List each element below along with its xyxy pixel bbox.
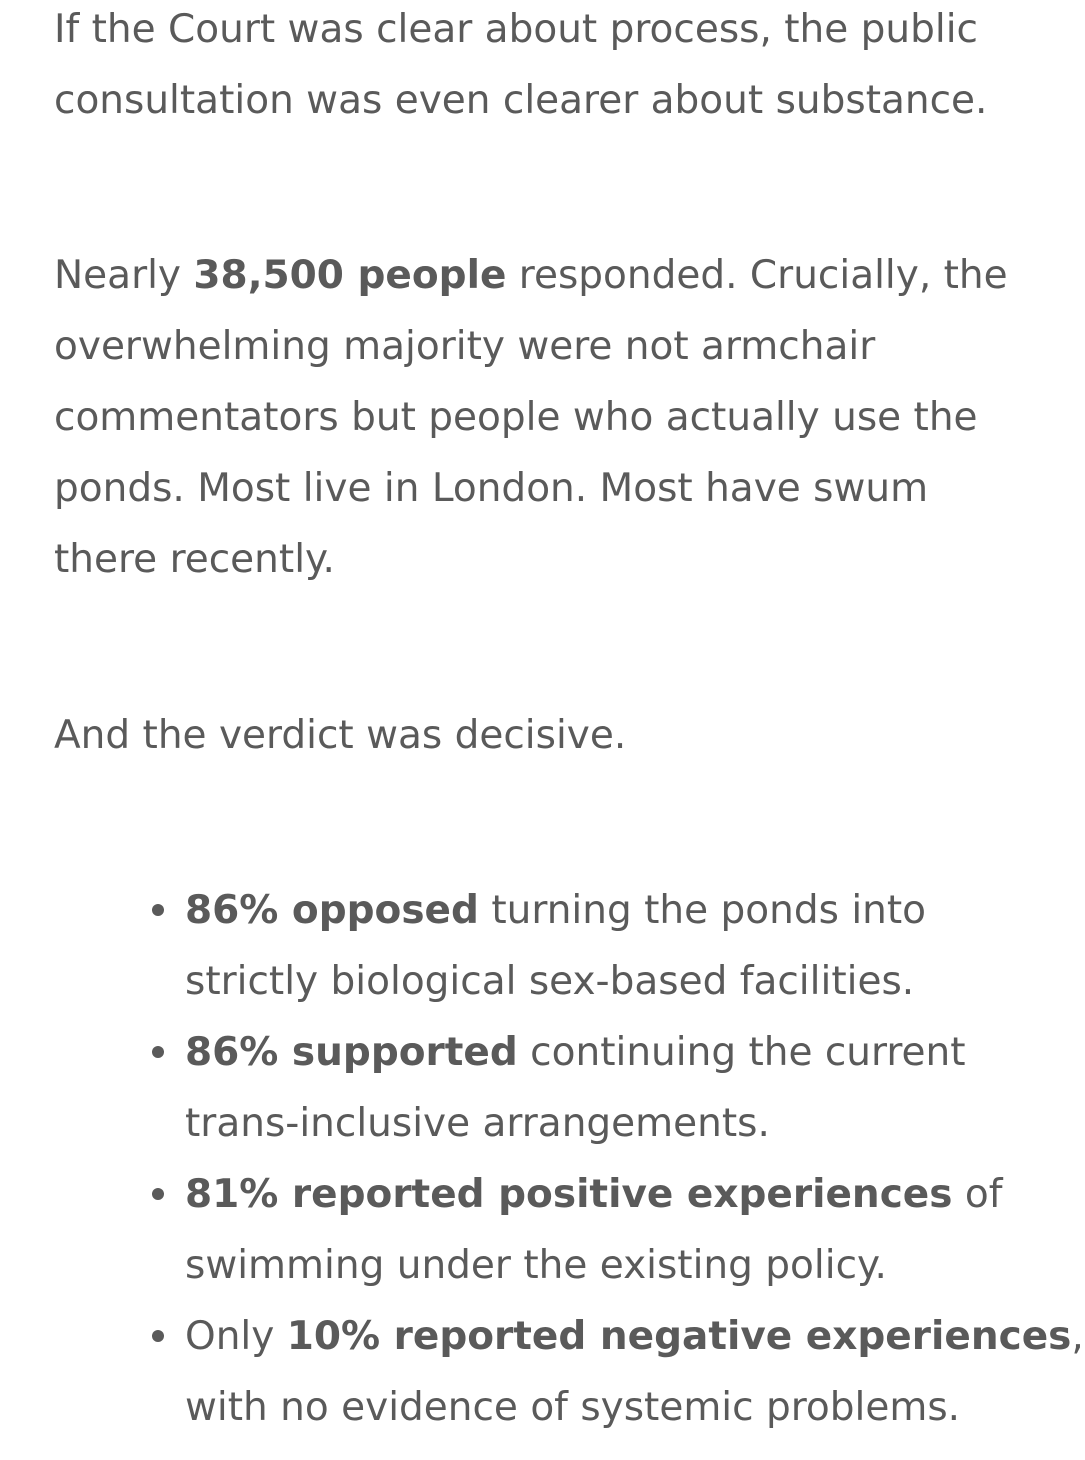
list-item-prefix: Only	[185, 1314, 287, 1359]
paragraph-line: overwhelming majority were not armchair	[54, 324, 876, 369]
stat-highlight: 81% reported positive experiences	[185, 1172, 953, 1217]
list-item-text: strictly biological sex-based facilities.	[185, 959, 915, 1004]
list-item-text: with no evidence of systemic problems.	[185, 1385, 961, 1430]
list-item	[185, 875, 1085, 1017]
paragraph-line: there recently.	[54, 537, 335, 582]
bullet-icon	[152, 904, 164, 916]
paragraph-verdict	[54, 700, 1064, 771]
paragraph-consultation-intro	[54, 0, 1064, 136]
stat-highlight: 86% opposed	[185, 888, 479, 933]
list-item-text: continuing the current	[517, 1030, 966, 1075]
stat-highlight: 10% reported negative experiences	[286, 1314, 1072, 1359]
stat-highlight: 86% supported	[185, 1030, 518, 1075]
bullet-icon	[152, 1188, 164, 1200]
list-item-text: of	[952, 1172, 1003, 1217]
list-item	[185, 1017, 1085, 1159]
list-item	[185, 1159, 1085, 1301]
paragraph-line: commentators but people who actually use the	[54, 395, 978, 440]
paragraph-text: responded. Crucially, the	[506, 253, 1008, 298]
paragraph-respondents	[54, 240, 1064, 595]
list-item	[185, 1301, 1085, 1443]
respondent-count-highlight: 38,500 people	[193, 253, 507, 298]
list-item-text: trans-inclusive arrangements.	[185, 1101, 770, 1146]
list-item-text: turning the ponds into	[478, 888, 927, 933]
paragraph-line: consultation was even clearer about substance.	[54, 78, 988, 123]
paragraph-line: If the Court was clear about process, the public	[54, 7, 979, 52]
list-item-text: swimming under the existing policy.	[185, 1243, 887, 1288]
list-item-text: ,	[1071, 1314, 1084, 1359]
paragraph-line: ponds. Most live in London. Most have swum	[54, 466, 929, 511]
consultation-results-list	[54, 875, 1085, 1443]
bullet-icon	[152, 1330, 164, 1342]
paragraph-text: Nearly	[54, 253, 194, 298]
paragraph-line: And the verdict was decisive.	[54, 713, 627, 758]
bullet-icon	[152, 1046, 164, 1058]
